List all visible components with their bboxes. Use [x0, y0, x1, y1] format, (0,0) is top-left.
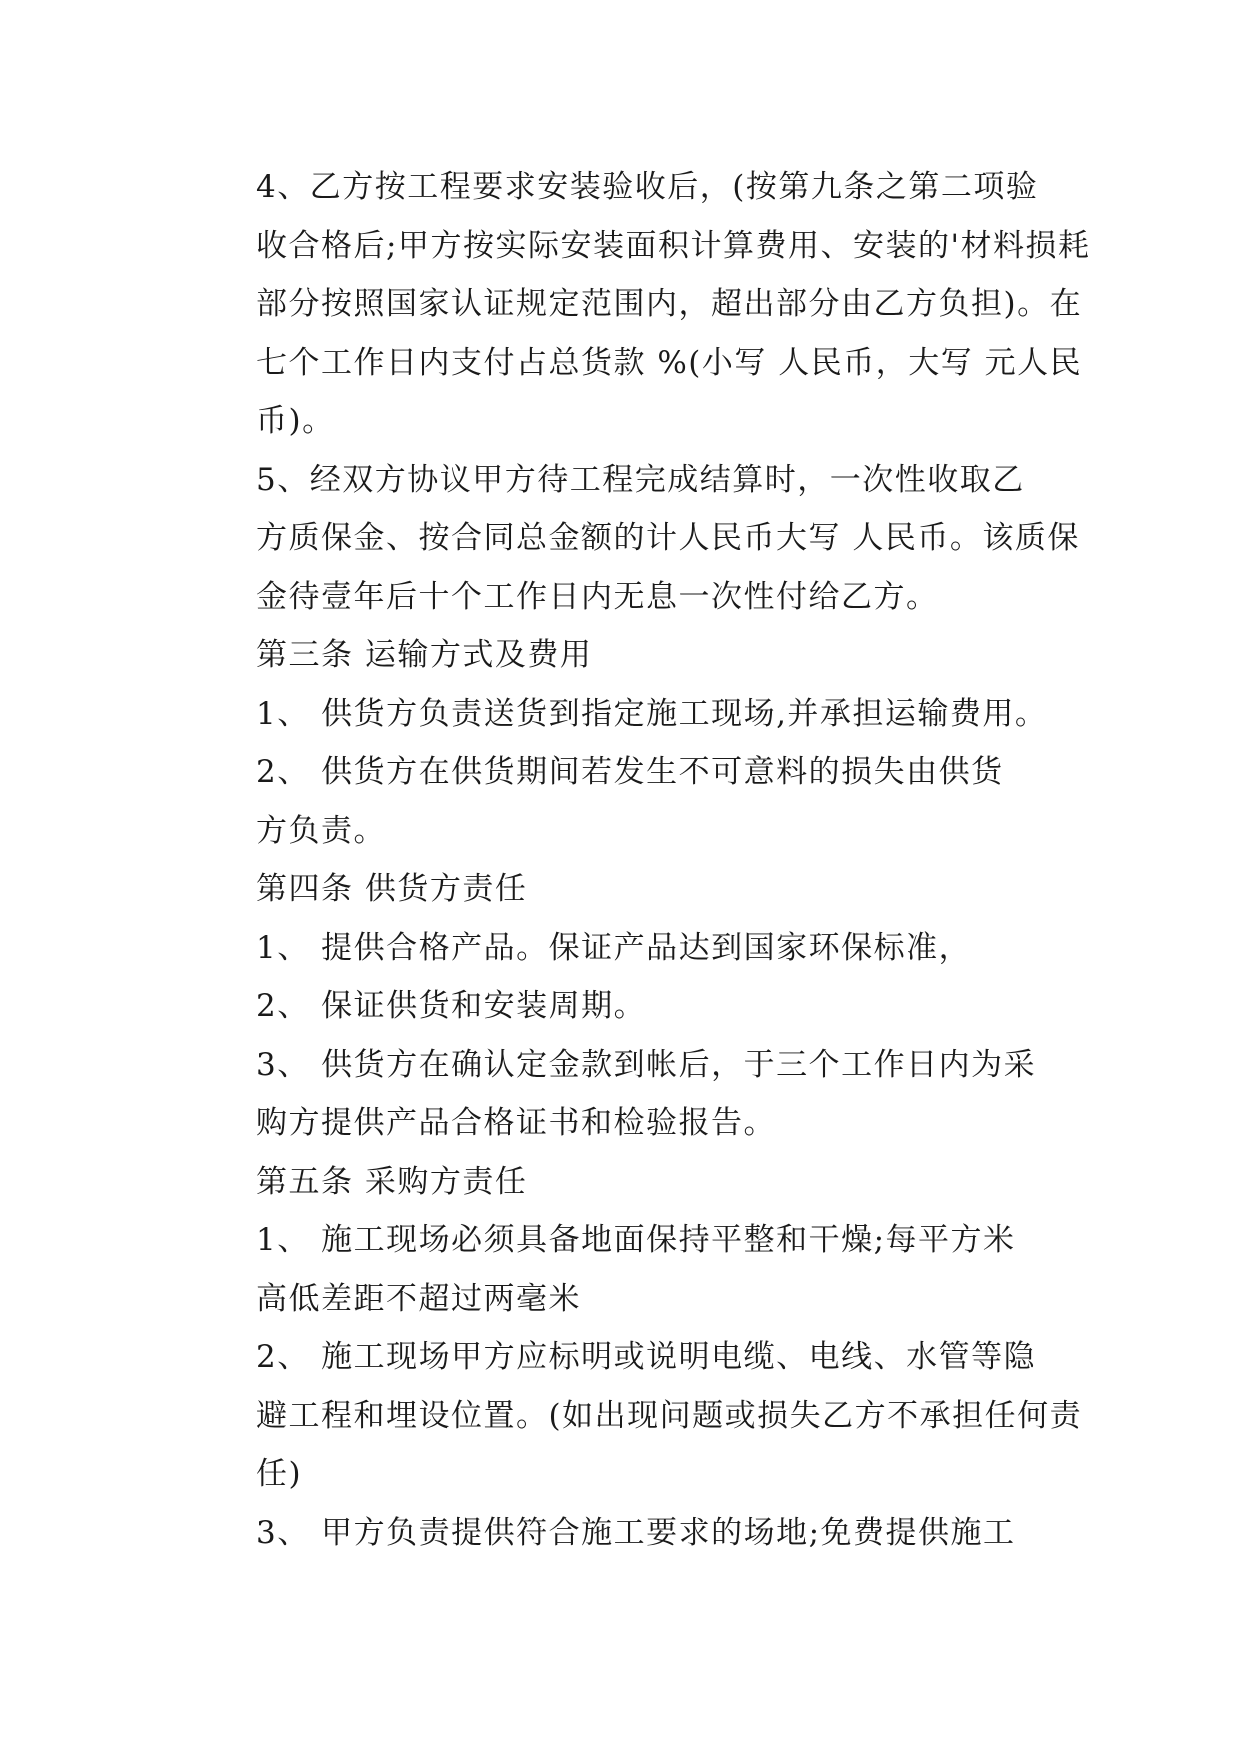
- article-4-heading: [192, 860, 1052, 919]
- text-line: 收合格后;甲方按实际安装面积计算费用、安装的'材料损耗: [256, 227, 1091, 264]
- text-line: 金待壹年后十个工作日内无息一次性付给乙方。: [256, 578, 939, 615]
- text-line: 七个工作日内支付占总货款 %(小写 人民币，大写 元人民: [256, 344, 1083, 381]
- text-line: 1、 施工现场必须具备地面保持平整和干燥;每平方米: [256, 1222, 1016, 1258]
- text-line: 3、 供货方在确认定金款到帐后，于三个工作日内为采: [256, 1046, 1037, 1083]
- paragraph-payment-item-4: [192, 158, 1091, 451]
- article-5-item-1: [192, 1211, 1052, 1328]
- text-line: 5、经双方协议甲方待工程完成结算时，一次性收取乙: [256, 461, 1025, 498]
- text-line: 部分按照国家认证规定范围内，超出部分由乙方负担)。在: [256, 286, 1083, 322]
- text-line: 币)。: [256, 403, 335, 439]
- text-line: 2、 供货方在供货期间若发生不可意料的损失由供货: [256, 754, 1004, 790]
- article-4-item-1: [192, 919, 1052, 978]
- article-3-item-2: [192, 743, 1052, 860]
- article-5-item-2: [192, 1328, 1083, 1504]
- text-line: 4、乙方按工程要求安装验收后，(按第九条之第二项验: [256, 169, 1039, 205]
- article-5-item-3: [192, 1504, 1052, 1563]
- text-line: 购方提供产品合格证书和检验报告。: [256, 1105, 776, 1141]
- text-line: 方质保金、按合同总金额的计人民币大写 人民币。该质保: [256, 520, 1080, 556]
- text-line: 1、 供货方负责送货到指定施工现场,并承担运输费用。: [256, 695, 1048, 732]
- document-body: [192, 158, 1091, 1562]
- heading-line: 第五条 采购方责任: [256, 1163, 528, 1200]
- article-3-heading: [192, 626, 1052, 685]
- text-line: 2、 保证供货和安装周期。: [256, 988, 647, 1024]
- text-line: 高低差距不超过两毫米: [256, 1280, 581, 1317]
- article-5-heading: [192, 1153, 1052, 1212]
- paragraph-payment-item-5: [192, 451, 1080, 627]
- article-4-item-3: [192, 1036, 1052, 1153]
- text-line: 1、 提供合格产品。保证产品达到国家环保标准，: [256, 929, 972, 966]
- text-line: 3、 甲方负责提供符合施工要求的场地;免费提供施工: [256, 1514, 1016, 1551]
- text-line: 避工程和埋设位置。(如出现问题或损失乙方不承担任何责: [256, 1397, 1083, 1434]
- heading-line: 第四条 供货方责任: [256, 871, 528, 907]
- article-3-item-1: [192, 685, 1052, 744]
- text-line: 2、 施工现场甲方应标明或说明电缆、电线、水管等隐: [256, 1339, 1037, 1375]
- article-4-item-2: [192, 977, 1052, 1036]
- text-line: 任): [256, 1456, 303, 1492]
- heading-line: 第三条 运输方式及费用: [256, 637, 593, 673]
- text-line: 方负责。: [256, 812, 386, 849]
